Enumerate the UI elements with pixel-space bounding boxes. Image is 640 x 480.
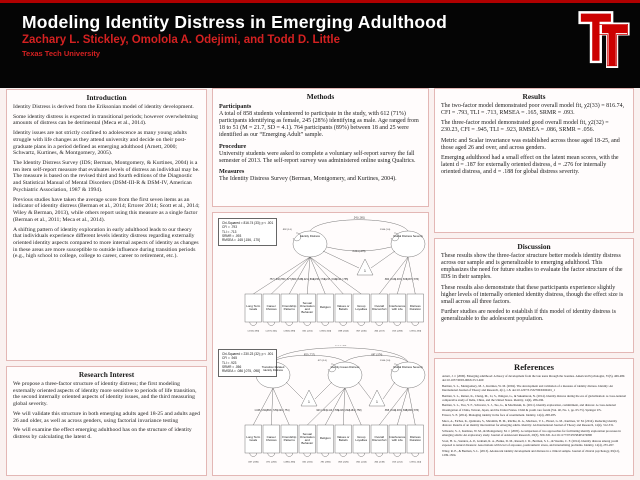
latent-factor-label: Global Distress Severity xyxy=(393,365,423,369)
svg-text:1.218 (.822): 1.218 (.822) xyxy=(337,408,351,412)
fit-statistic: RMSEA = .086 [.075, .098] xyxy=(222,369,260,374)
section-discussion xyxy=(434,238,634,353)
svg-text:.364 (.167): .364 (.167) xyxy=(373,330,385,333)
indicator-label: Overall Discomfort xyxy=(372,434,387,442)
paragraph: We will examine the effect emerging adulthood has on the structure of identity distress by calculating the latent d. xyxy=(13,427,192,441)
svg-text:1.067 (.876): 1.067 (.876) xyxy=(406,277,419,281)
svg-text:.786 (.677): .786 (.677) xyxy=(280,277,292,281)
indicator-label: Interference with Life xyxy=(389,434,406,442)
paragraph: Identity issues are not strictly confined to adolescence as many young adults struggle with life changes as they attend university and decide on their post-graduate plans in a period defined as emerging adulthood (Arnett, 2000; Schwartz, Kurtines, & Montgomery, 2005). xyxy=(13,130,187,157)
latent-factor-label: Identity Issues Distress xyxy=(330,365,360,369)
svg-text:.571 (1.0): .571 (1.0) xyxy=(317,360,327,362)
section-methods xyxy=(212,88,429,207)
indicator-label: Values or Beliefs xyxy=(337,434,350,442)
svg-text:1.066 (.876): 1.066 (.876) xyxy=(406,408,419,412)
svg-text:.883 (.725): .883 (.725) xyxy=(266,408,278,412)
reference-item: Wiley, R. E., & Berman, S. L. (2013). Adolescent identity development and distress in a clinical sample. Journal of clinical psychology, 69(12), 1299-1304. xyxy=(442,448,620,457)
svg-text:1.046 (.811): 1.046 (.811) xyxy=(254,408,268,412)
svg-text:.687 (.574): .687 (.574) xyxy=(370,353,383,357)
svg-text:1.184 (.758): 1.184 (.758) xyxy=(348,408,362,412)
section-introduction xyxy=(6,89,207,361)
section-heading: Discussion xyxy=(517,242,551,251)
section-heading: References xyxy=(514,362,554,372)
texas-tech-double-t-icon xyxy=(578,9,630,76)
indicator-label: Distress Duration xyxy=(409,434,421,442)
methods-body xyxy=(213,103,428,183)
svg-text:.907 (.430): .907 (.430) xyxy=(355,330,367,333)
latent-factor-label: Global Distress Severity xyxy=(393,234,423,238)
indicator-label: Values or Beliefs xyxy=(337,303,350,311)
subsection-heading: Procedure xyxy=(219,142,247,150)
fit-statistics-box xyxy=(218,349,277,377)
indicator-label: Sexual Orientation and Behavior xyxy=(299,431,315,446)
indicator-label: Interference with Life xyxy=(389,303,406,311)
section-references xyxy=(434,358,634,476)
svg-text:1.194 (.755): 1.194 (.755) xyxy=(335,277,349,281)
reference-item: Ertorer, S. E. (2014). Managing identity in the face of resettlement. Identity, 14(4), 268-285. xyxy=(442,413,557,418)
paragraph: University students were asked to complete a voluntary self-report survey the fall semester of 2013. The self-report survey was administered online using Qualtrics. xyxy=(219,150,416,164)
svg-text:.781 (.365): .781 (.365) xyxy=(319,461,331,464)
subsection-heading: Measures xyxy=(219,167,245,175)
fit-statistic: Chi-Squared = 230.23 (32); p < .001 xyxy=(222,352,274,356)
fit-statistic: RMSEA = .165 [.156, .175] xyxy=(222,238,260,243)
indicator-label: Religion xyxy=(319,305,331,310)
paragraph: We propose a three-factor structure of identity distress; the first modeling externally oriented aspects of identity more sensitive to periods of life transition, the second internally oriented aspects of identity issues, and the third measuring global severity. xyxy=(13,381,197,408)
svg-text:1: 1 xyxy=(308,400,310,404)
subsection-heading: Participants xyxy=(219,103,252,110)
fit-statistic: SRMR = .093 xyxy=(222,233,242,238)
paragraph: Identity Distress is derived from the Eriksonian model of identity development. xyxy=(13,104,194,110)
path-diagram-three-factor xyxy=(215,345,427,475)
svg-text:1.015 (.848): 1.015 (.848) xyxy=(394,408,408,412)
svg-text:1.391 (.144): 1.391 (.144) xyxy=(409,461,422,464)
reference-item: Berman, S. L., Montgomery, M. J., Kurtines, W. M. (2004). The development and validation of a measure of identity distress. Identity: An International Journal of Theory and Research, 4(1), 1-8. doi:10.1207/S1532706XID0401_1 xyxy=(442,383,614,392)
svg-text:.847 (.336): .847 (.336) xyxy=(247,461,259,464)
section-heading: Introduction xyxy=(86,93,127,102)
references-body xyxy=(435,374,633,457)
paragraph: These results show the three-factor structure better models identity distress across our sample and is generalizable to emerging adulthood. This emphasizes the need for future studies to evaluate the factor structure of the IDS in their samples. xyxy=(441,253,623,281)
indicator-label: Long Term Goals xyxy=(246,303,261,311)
svg-text:1: 1 xyxy=(364,269,366,273)
paragraph: Previous studies have taken the average score from the first seven items as an indicator of identity distress (Berman et al., 2014; Ertorer 2014; Scott et al., 2014; Wiley & Berman, 2013), while others report using this measure as a single factor (Berman et al., 2011; Meca et al., 2014). xyxy=(13,196,200,223)
reference-item: Schwartz, S. J., Kurtines, W. M., & Montgomery, M. J. (2005). A comparison of two approaches for facilitating identity exploration processes in emerging adults: An exploratory study. Journal of Adolescent Research, 20(3), 309-345. doi:10.1177/0743558405274890 xyxy=(442,428,621,437)
indicator-label: Friendship Patterns xyxy=(282,303,297,311)
svg-text:1.021 (.751): 1.021 (.751) xyxy=(276,408,290,412)
path-diagram-two-factor xyxy=(215,214,427,344)
authors-line: Zachary L. Stickley, Omolola A. Odejimi, and Todd D. Little xyxy=(22,34,341,46)
results-body xyxy=(435,103,633,176)
fit-statistic: CFI = .945 xyxy=(222,356,237,361)
svg-text:.815 (.283): .815 (.283) xyxy=(391,330,403,333)
svg-text:.992 (1.0): .992 (1.0) xyxy=(282,229,292,231)
section-results xyxy=(434,88,634,233)
indicator-label: Distress Duration xyxy=(409,303,421,311)
svg-text:1.086 (.356): 1.086 (.356) xyxy=(283,461,296,464)
svg-text:1: 1 xyxy=(376,400,378,404)
svg-text:.803 (.326): .803 (.326) xyxy=(337,461,349,464)
svg-text:1.554 (1.0): 1.554 (1.0) xyxy=(379,229,391,231)
paragraph: A shifting pattern of identity exploration in early adulthood leads to our theory that individuals experience different levels identity distress regarding externally oriented identity aspects compared to more internal aspects of identity as changes in these areas are more susceptible to outside influence during transition periods (e.g., high school to college, college to career, career to retirement, etc.). xyxy=(13,226,199,260)
indicator-label: Friendship Patterns xyxy=(282,434,297,442)
research-interest-body xyxy=(7,381,206,441)
svg-text:2.244 (.675): 2.244 (.675) xyxy=(352,250,366,253)
paragraph: Emerging adulthood had a small effect on the latent mean scores, with the latent d = .187 for externally oriented distress, d = .276 for internally oriented distress, and d = .188 for global distress severity. xyxy=(441,155,619,176)
fit-statistic: CFI = .793 xyxy=(222,225,237,230)
paragraph: The three-factor model demonstrated good overall model fit, χ2(32) = 230.23, CFI = .945, TLI = .923, RMSEA = .086, SRMR = .056. xyxy=(441,120,609,134)
latent-factor-label: Identity Distress xyxy=(300,234,320,238)
poster-header xyxy=(0,0,640,88)
svg-text:.884 (.638): .884 (.638) xyxy=(291,277,303,281)
indicator-label: Career Choices xyxy=(265,303,277,311)
section-heading: Results xyxy=(522,92,546,101)
page-title: Modeling Identity Distress in Emerging Adulthood xyxy=(22,12,448,32)
svg-text:.838 (.344): .838 (.344) xyxy=(337,330,349,333)
paragraph: A total of 858 students volunteered to participate in the study, with 612 (71%) participants identifying as female, 245 (28%) identifying as male. Age ranged from 18 to 51 (M = 21.7, SD = 4.1). 764 participants (89%) between 18 and 25 were identified as our “Emerging Adult” sample. xyxy=(219,111,419,139)
fit-statistics-box xyxy=(218,218,277,246)
svg-text:1.015 (.847): 1.015 (.847) xyxy=(394,277,408,281)
paragraph: Some identity distress is expected in transitional periods; however overwhelming amounts of distress can be detrimental (Meca et al., 2014). xyxy=(13,113,198,127)
introduction-body xyxy=(7,104,206,260)
svg-text:1.207 (.541): 1.207 (.541) xyxy=(265,330,278,333)
fit-statistic: SRMR = .056 xyxy=(222,364,242,369)
reference-item: Arnett, J. J. (2000). Emerging adulthood: A theory of development from the late teens through the twenties. American Psychologist, 55(5), 469-480. doi:10.1037/0003-066X.55.5.469 xyxy=(442,374,626,383)
section-heading: Research Interest xyxy=(78,370,135,379)
fit-statistic: TLI = .923 xyxy=(222,360,237,365)
fit-statistic: TLI = .713 xyxy=(222,229,237,234)
svg-text:.241 (.381): .241 (.381) xyxy=(353,216,365,220)
paragraph: We will validate this structure in both emerging adults aged 18-25 and adults aged 26 and older, as well as across genders, using factorial invariance testing xyxy=(13,410,200,424)
indicator-label: Religion xyxy=(319,436,331,441)
svg-text:.941 (.315): .941 (.315) xyxy=(301,461,313,464)
svg-text:1.391 (.233): 1.391 (.233) xyxy=(409,330,422,333)
svg-text:1.384 (.593): 1.384 (.593) xyxy=(283,330,296,333)
svg-text:1.110 (.706): 1.110 (.706) xyxy=(326,408,340,412)
paragraph: These results also demonstrate that these participants experience slightly higher levels of internally oriented identity distress, though the effect size is small across all three factors. xyxy=(441,284,624,305)
svg-text:.861 (.244): .861 (.244) xyxy=(355,461,367,464)
latent-factor-label: Transition Related Identity Distress xyxy=(261,365,285,373)
paragraph: Metric and Scalar invariance was established across those aged 18-25, and those aged 26 and over, and across genders. xyxy=(441,137,620,151)
reference-item: Berman, S. L., Ratner, K., Cheng, M., Li, S., Jhingon, G., & Sukumaran, N. (2014). Identity distress during the era of globalization: A cross-national comparative study of India, China, and the United States. Identity, 14(4), 286-296. xyxy=(442,393,626,402)
svg-text:.871 (.282): .871 (.282) xyxy=(265,461,277,464)
svg-text:1.554 (1.0): 1.554 (1.0) xyxy=(379,360,391,362)
svg-text:1.156 (.704): 1.156 (.704) xyxy=(313,277,326,281)
paragraph: The Identity Distress Survey (IDS; Berman, Montgomery, & Kurtines, 2004) is a ten item self-report measure that evaluates levels of distress an individual may be. The measure is based on the revised third and fourth editions of the Diagnostic and Statistical Manual of Mental Disorders (DSM-III-R & DSM-IV, American Psychiatric Association, 1987 & 1994). xyxy=(13,160,200,193)
svg-text:.858 (.912): .858 (.912) xyxy=(384,408,396,412)
discussion-body xyxy=(435,253,633,323)
svg-text:.815 (.212): .815 (.212) xyxy=(391,461,403,464)
svg-text:.941 (.201): .941 (.201) xyxy=(301,330,313,333)
affiliation: Texas Tech University xyxy=(22,49,101,58)
reference-item: Meca, A., Eichas, K., Quintana, S., Maximin, B. M., Ritchie, R. A., Madrazo, V. L., Harari, G. M., Kurtines, W. M. (2014). Reducing identity distress: Results of an identity intervention for emerging adults. Identity: An International Journal of Theory and Research, 14(4), 312-331. xyxy=(442,419,618,428)
svg-text:.860 (.913): .860 (.913) xyxy=(384,277,396,281)
svg-text:1.194 (.590): 1.194 (.590) xyxy=(247,330,260,333)
paragraph: The Identity Distress Survey (Berman, Montgomery, and Kurtines, 2004). xyxy=(219,175,397,182)
svg-text:.876 (.418): .876 (.418) xyxy=(334,345,347,347)
svg-text:1.217 (.810): 1.217 (.810) xyxy=(324,277,338,281)
reference-item: Scott, H. G., Sanders, A. P., Graham, R. A., Banks, D. M., Russell, J. D., Berman, S. L., & Weems, C. F. (2014). Identity distress among youth exposed to natural disasters: Associations with level of exposure, posttraumatic stress, and internalizing problems. Identity, 14(4), 255-267. xyxy=(442,438,619,447)
paragraph: The two-factor model demonstrated poor overall model fit, χ2(33) = 816.74, CFI = .793, TLI = .713, RMSEA = .165, SRMR = .093. xyxy=(441,103,625,117)
indicator-label: Overall Discomfort xyxy=(372,303,387,311)
section-research-interest xyxy=(6,366,207,476)
fit-statistic: Chi-Squared = 816.74 (33); p < .001 xyxy=(222,221,274,225)
paragraph: Further studies are needed to establish if this model of identity distress is generalizable to the adolescent population. xyxy=(441,308,616,322)
svg-text:.364 (.138): .364 (.138) xyxy=(373,461,385,464)
svg-text:.923 (.694): .923 (.694) xyxy=(315,408,328,412)
section-heading: Methods xyxy=(306,92,335,101)
indicator-label: Sexual Orientation and Behavior xyxy=(299,300,315,315)
indicator-label: Group Loyalties xyxy=(355,434,368,442)
section-path-diagrams xyxy=(212,212,429,476)
svg-text:1.021 (.894): 1.021 (.894) xyxy=(301,277,315,281)
indicator-label: Career Choices xyxy=(265,434,277,442)
svg-text:.652 (.717): .652 (.717) xyxy=(303,353,315,357)
reference-item: Berman, S. L., You, Y. F., Schwartz, S. J., Teo, G., & Mochizuki, K. (2011). Identity exploration, commitment, and distress: A cross-national investigation of China, Taiwan, Japan, and the United States. Child & youth care forum (Vol. 40, No. 1, pp. 65-75). Springer US. xyxy=(442,403,616,412)
indicator-label: Long Term Goals xyxy=(246,434,261,442)
svg-text:1.392 (.504): 1.392 (.504) xyxy=(319,330,332,333)
indicator-label: Group Loyalties xyxy=(355,303,368,311)
svg-text:.757 (.640): .757 (.640) xyxy=(269,277,281,281)
